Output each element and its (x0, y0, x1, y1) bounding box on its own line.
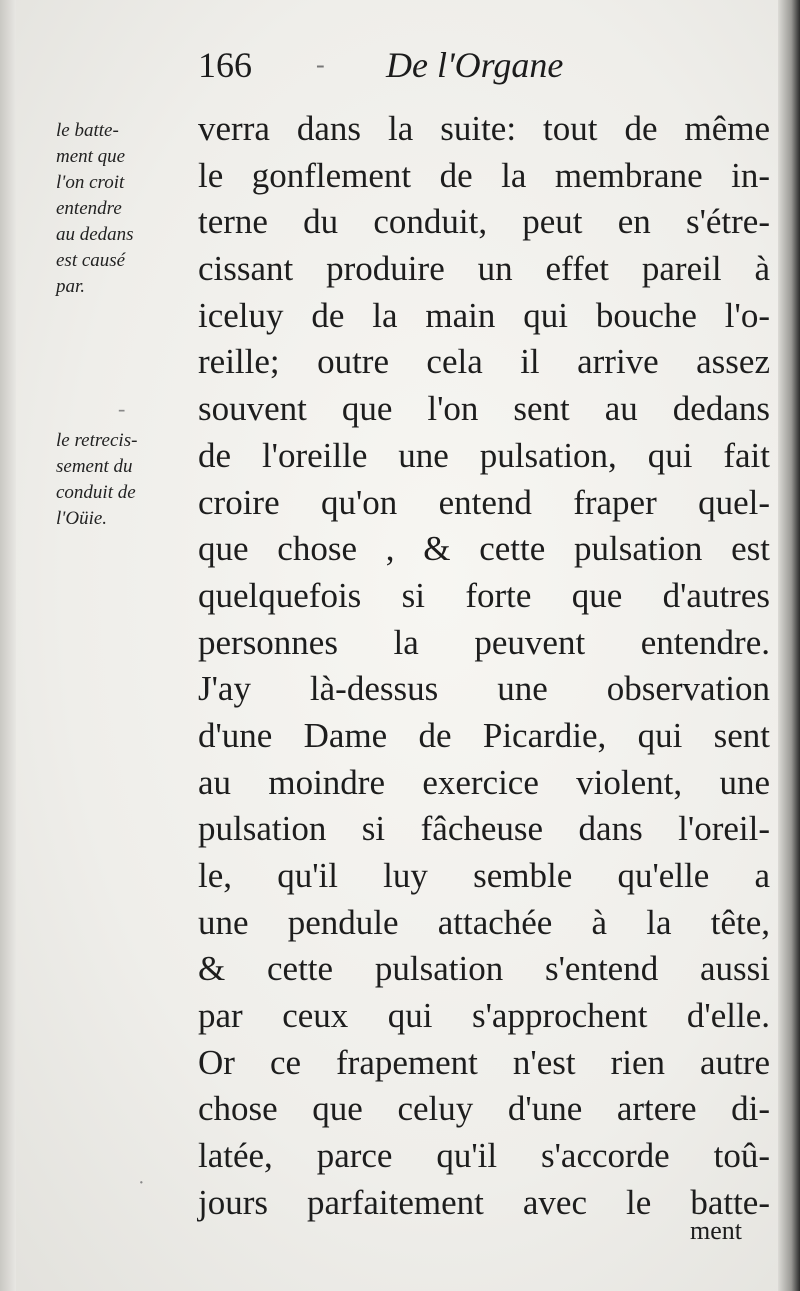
text-line: verra dans la suite: tout de même (198, 109, 770, 148)
text-line: iceluy de la main qui bouche l'o- (198, 295, 770, 335)
show-through-ink-bottom (200, 1232, 320, 1272)
text-line: cissant produire un effet pareil à (198, 249, 770, 289)
text-line: J'ay là-dessus une observation (198, 669, 770, 709)
margin-note-line: au dedans (56, 224, 134, 245)
margin-note-line: ment que (56, 146, 126, 167)
margin-note-line: sement du (56, 456, 133, 477)
margin-note-line: le batte- (56, 120, 119, 141)
text-line: jours parfaitement avec le batte- (198, 1182, 770, 1222)
text-line: latée, parce qu'il s'accorde toû- (198, 1136, 770, 1176)
text-line: quelquefois si forte que d'autres (198, 575, 770, 615)
margin-dash-mark: - (118, 396, 126, 421)
page-number: 166 (198, 45, 252, 85)
text-line: le, qu'il luy semble qu'elle a (198, 856, 770, 895)
text-line: terne du conduit, peut en s'étre- (198, 202, 770, 242)
margin-note-line: l'on croit (56, 172, 125, 193)
running-head (196, 44, 616, 94)
head-separator: - (316, 50, 325, 79)
text-line: le gonflement de la membrane in- (198, 155, 770, 195)
margin-note-line: le retrecis- (56, 430, 138, 451)
margin-note-line: conduit de (56, 482, 136, 503)
margin-note-battement (56, 118, 196, 300)
margin-note-line: entendre (56, 198, 122, 219)
catchword: ment (690, 1216, 742, 1245)
running-title: De l'Organe (386, 45, 564, 85)
page-edge-shadow (778, 0, 800, 1291)
text-line: Or ce frapement n'est rien autre (198, 1042, 770, 1082)
text-line: & cette pulsation s'entend aussi (198, 949, 770, 989)
body-text (198, 106, 770, 1227)
margin-note-retrecissement (56, 428, 196, 532)
margin-note-line: est causé (56, 250, 126, 271)
text-line: croire qu'on entend fraper quel- (198, 482, 770, 522)
text-line: par ceux qui s'approchent d'elle. (198, 996, 770, 1036)
margin-dot-mark: · (138, 1172, 145, 1194)
text-line: de l'oreille une pulsation, qui fait (198, 435, 770, 475)
text-line: reille; outre cela il arrive assez (198, 342, 770, 382)
page-gutter (0, 0, 16, 1291)
text-line: que chose , & cette pulsation est (198, 529, 770, 569)
text-line: souvent que l'on sent au dedans (198, 389, 770, 429)
text-line: d'une Dame de Picardie, qui sent (198, 715, 770, 755)
margin-note-line: l'Oüie. (56, 508, 108, 529)
text-line: pulsation si fâcheuse dans l'oreil- (198, 809, 770, 849)
text-line: une pendule attachée à la tête, (198, 902, 770, 942)
margin-note-line: par. (56, 276, 86, 297)
text-line: personnes la peuvent entendre. (198, 622, 770, 662)
text-line: au moindre exercice violent, une (198, 762, 770, 802)
text-line: chose que celuy d'une artere di- (198, 1089, 770, 1129)
